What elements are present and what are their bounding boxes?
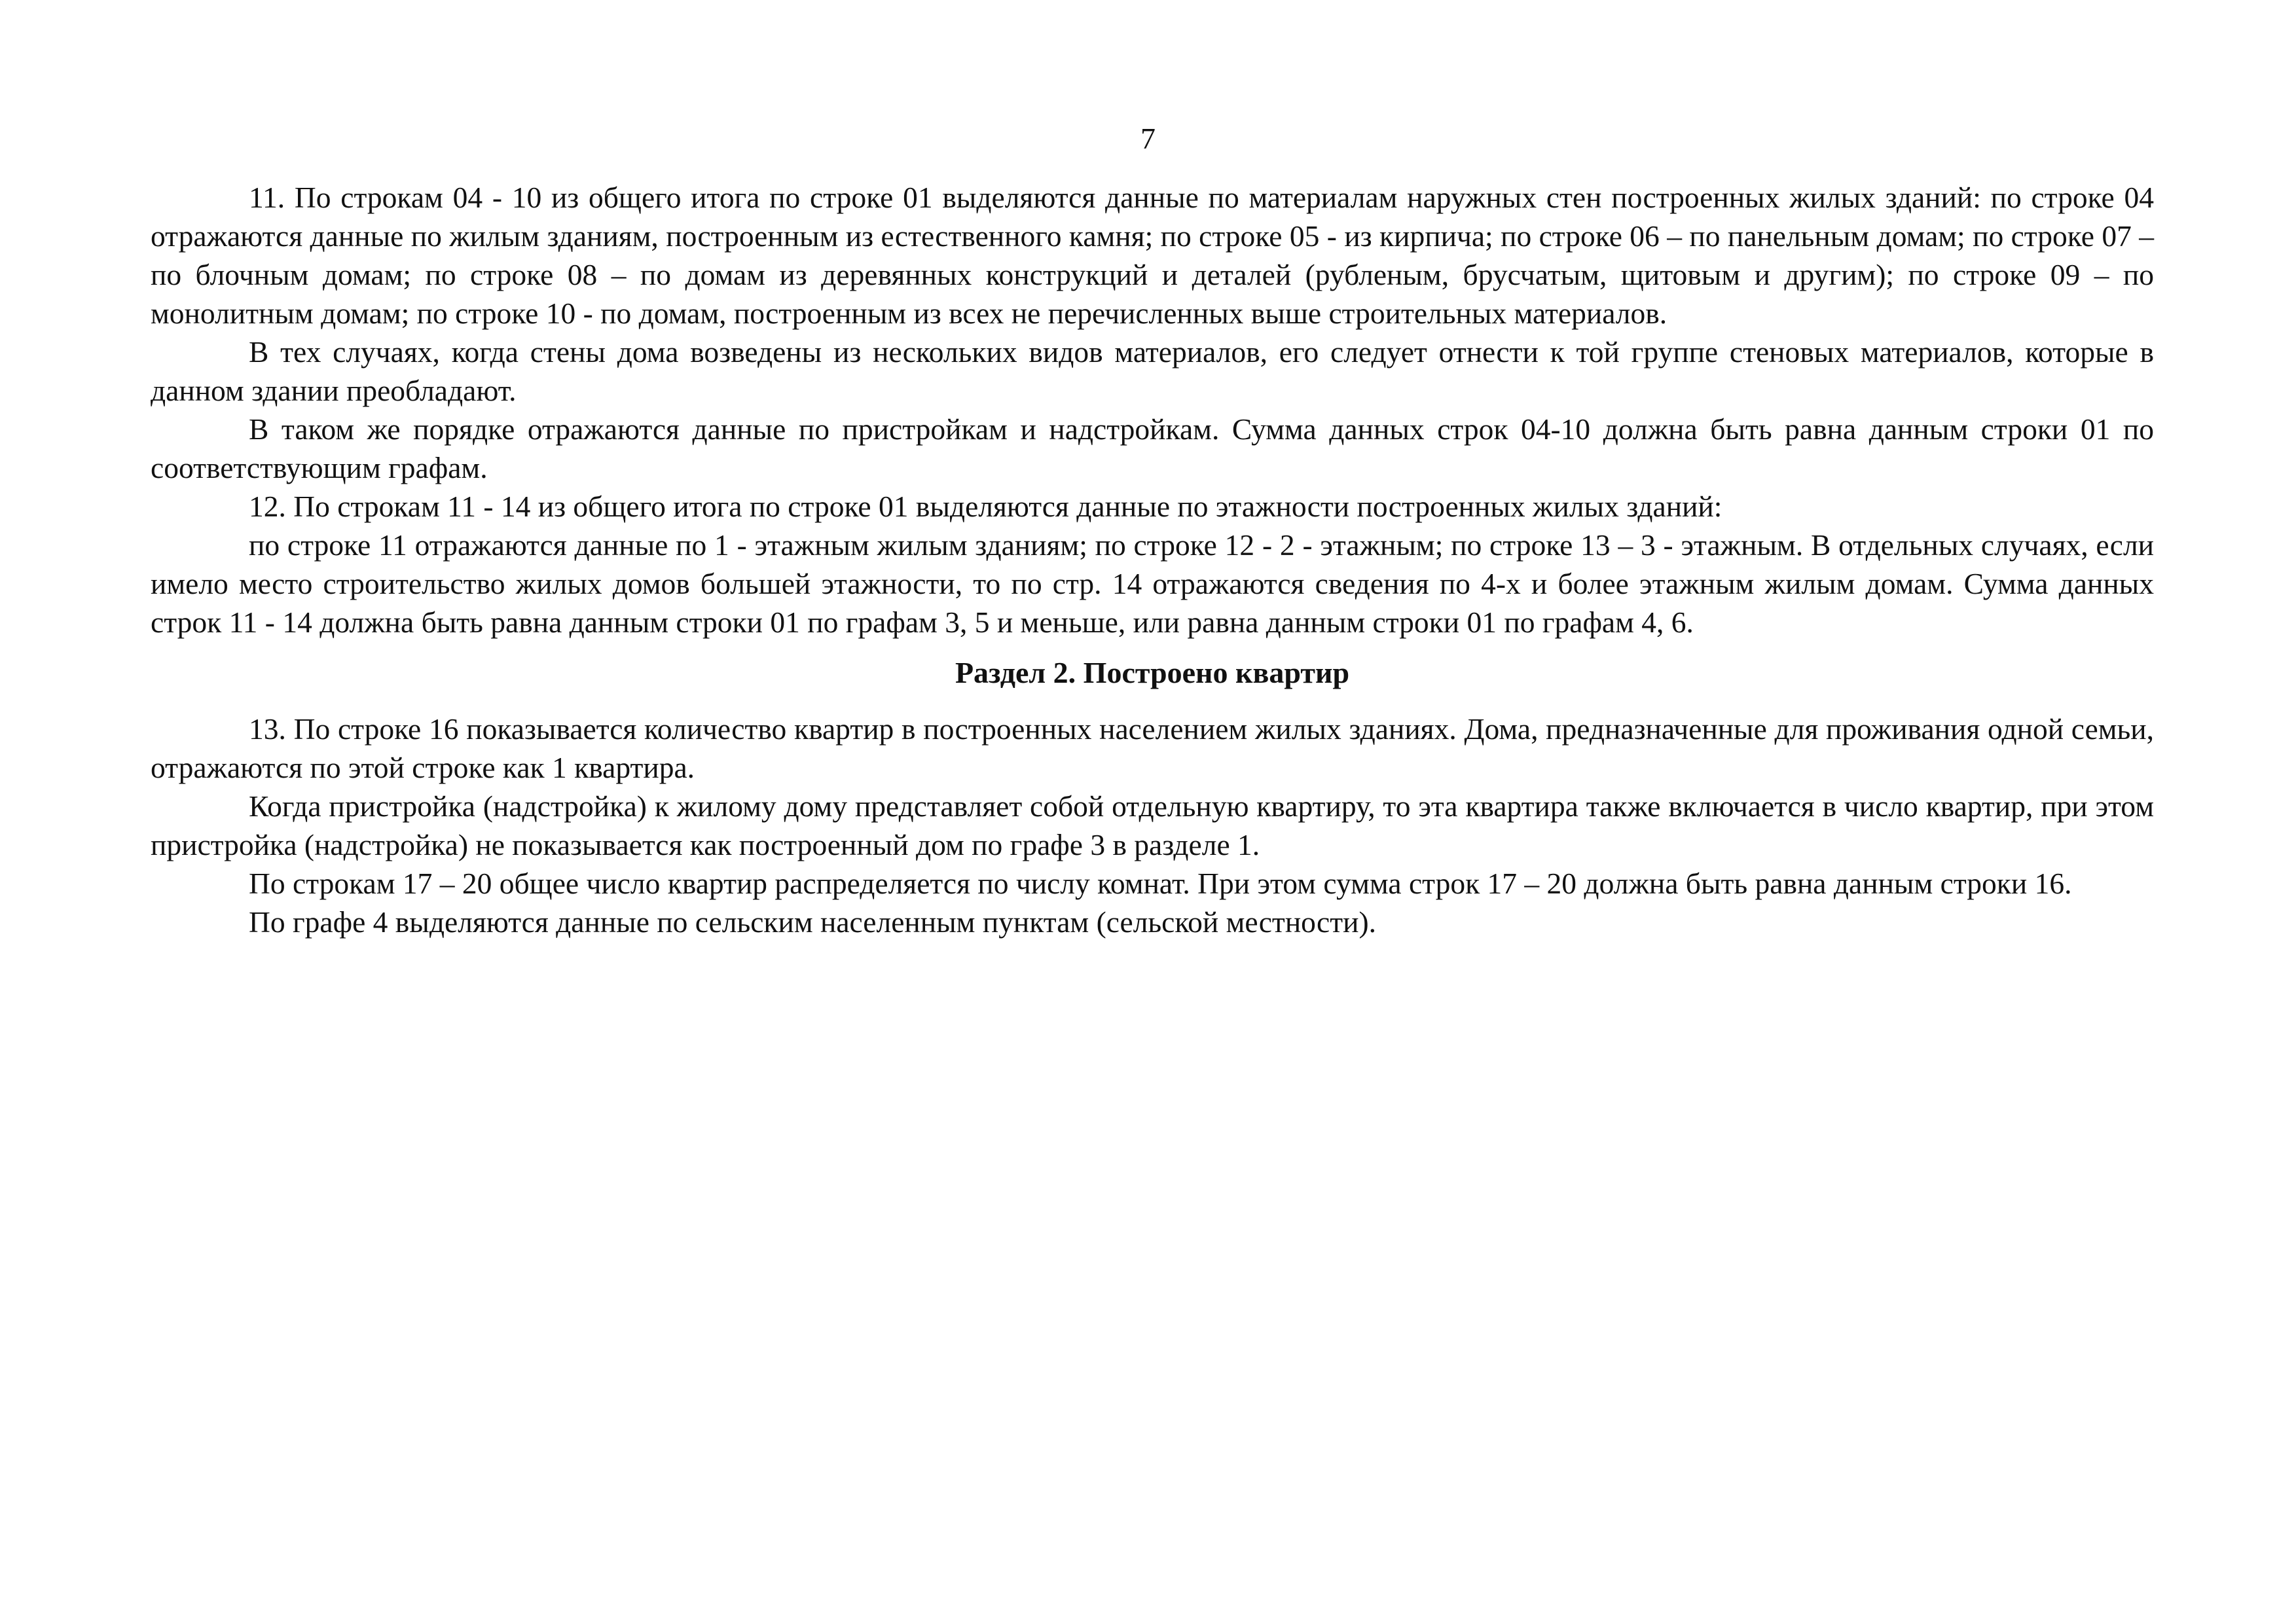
paragraph-11: 11. По строкам 04 - 10 из общего итога по строке 01 выделяются данные по материалам наружных стен построенных жилых зданий: по строке 04 отражаются данные по жилым зданиям, построенным из естественного камня; по строке 05 - из кирпича; по строке 06 – по панельным домам; по строке 07 – по блочным домам; по строке 08 – по домам из деревянных конструкций и деталей (рубленым, брусчатым, щитовым и другим); по строке 09 – по монолитным домам; по строке 10 - по домам, построенным из всех не перечисленных выше строительных материалов. [151,181,2154,330]
document-body [151,178,2154,941]
paragraph-mixed-materials: В тех случаях, когда стены дома возведены из нескольких видов материалов, его следует отнести к той группе стеновых материалов, которые в данном здании преобладают. [151,335,2154,407]
paragraph-floors: по строке 11 отражаются данные по 1 - этажным жилым зданиям; по строке 12 - 2 - этажным; по строке 13 – 3 - этажным. В отдельных случаях, если имело место строительство жилых домов большей этажности, то по стр. 14 отражаются сведения по 4-х и более этажным жилым домам. Сумма данных строк 11 - 14 должна быть равна данным строки 01 по графам 3, 5 и меньше, или равна данным строки 01 по графам 4, 6. [151,528,2154,639]
page-number: 7 [1140,122,1156,155]
paragraph-rooms: По строкам 17 – 20 общее число квартир распределяется по числу комнат. При этом сумма строк 17 – 20 должна быть равна данным строки 16. [249,867,2072,900]
section-2-heading: Раздел 2. Построено квартир [955,656,1350,689]
paragraph-13: 13. По строке 16 показывается количество квартир в построенных населением жилых зданиях. Дома, предназначенные для проживания одной семьи, отражаются по этой строке как 1 квартира. [151,712,2154,784]
paragraph-extensions: В таком же порядке отражаются данные по пристройкам и надстройкам. Сумма данных строк 04-10 должна быть равна данным строки 01 по соответствующим графам. [151,412,2154,484]
paragraph-12: 12. По строкам 11 - 14 из общего итога по строке 01 выделяются данные по этажности построенных жилых зданий: [249,490,1722,523]
paragraph-rural: По графе 4 выделяются данные по сельским населенным пунктам (сельской местности). [249,905,1377,939]
paragraph-extension-apartment: Когда пристройка (надстройка) к жилому дому представляет собой отдельную квартиру, то эта квартира также включается в число квартир, при этом пристройка (надстройка) не показывается как построенный дом по графе 3 в разделе 1. [151,789,2154,861]
